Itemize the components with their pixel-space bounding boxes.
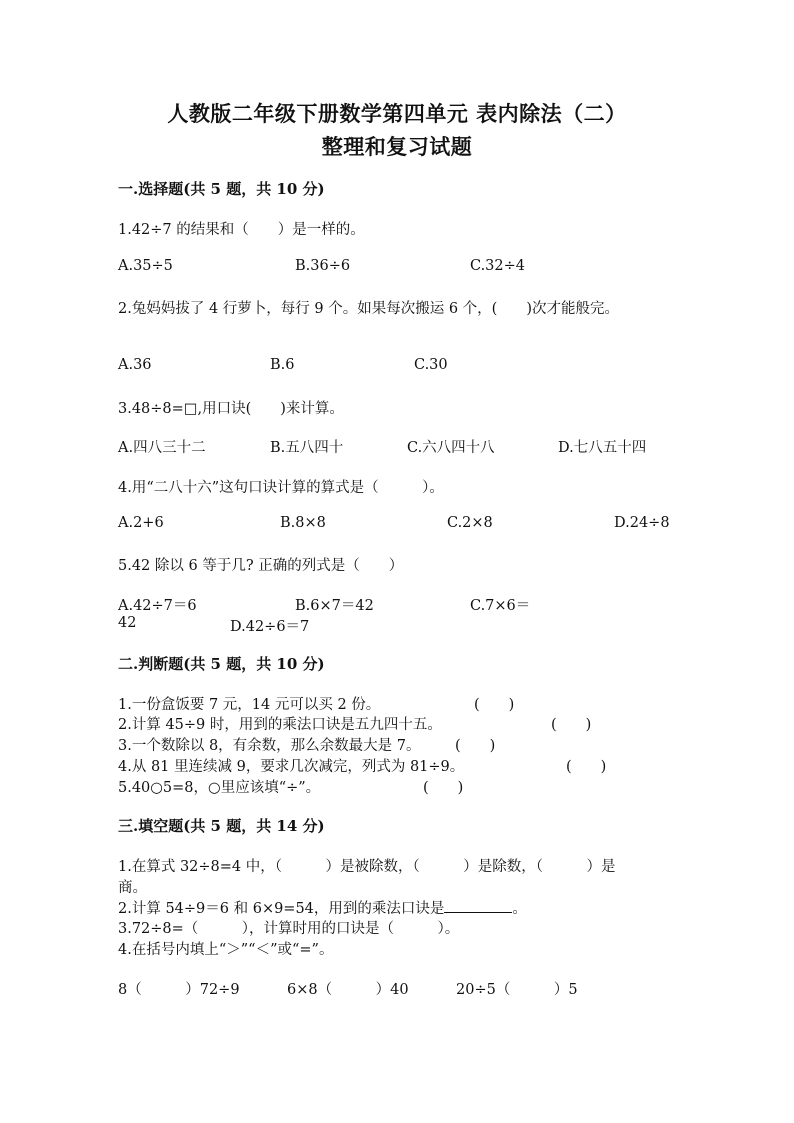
answer-paren: ( ) (551, 717, 592, 733)
page-title: 人教版二年级下册数学第四单元 表内除法（二） (167, 101, 627, 126)
option-d: D.24÷8 (614, 515, 670, 531)
fill-item-continued: 商。 (118, 880, 147, 896)
option-b: B.8×8 (280, 515, 326, 531)
option-a: A.2+6 (118, 515, 164, 531)
option-c: C.六八四十八 (407, 440, 495, 456)
compare-item: 6×8（ ）40 (287, 982, 409, 998)
judge-item: 5.40○5=8，○里应该填“÷”。 (118, 780, 321, 796)
option-d: D.42÷6＝7 (230, 619, 310, 635)
judge-item: 3.一个数除以 8，有余数，那么余数最大是 7。 (118, 738, 421, 754)
option-c: C.2×8 (447, 515, 493, 531)
question-stem: 3.48÷8=□,用口诀( )来计算。 (118, 401, 344, 417)
option-d: D.七八五十四 (558, 440, 647, 456)
option-a: A.35÷5 (118, 258, 173, 274)
option-c-continued: 42 (118, 615, 137, 631)
section-heading-judge: 二.判断题(共 5 题，共 10 分) (118, 655, 325, 673)
option-c: C.30 (414, 357, 448, 373)
question-stem: 2.兔妈妈拔了 4 行萝卜，每行 9 个。如果每次搬运 6 个，( )次才能般完。 (118, 301, 619, 317)
option-a: A.36 (118, 357, 152, 373)
question-stem: 4.用“二八十六”这句口诀计算的算式是（ ）。 (118, 480, 444, 496)
option-c: C.32÷4 (470, 258, 526, 274)
option-a: A.42÷7＝6 (118, 598, 197, 614)
option-b: B.36÷6 (295, 258, 351, 274)
option-b: B.6 (270, 357, 295, 373)
fill-item (118, 897, 527, 918)
answer-blank (444, 898, 512, 913)
fill-item: 1.在算式 32÷8=4 中，（ ）是被除数，（ ）是除数，（ ）是 (118, 859, 616, 875)
judge-item: 2.计算 45÷9 时，用到的乘法口诀是五九四十五。 (118, 717, 442, 733)
option-c: C.7×6＝ (470, 598, 531, 614)
compare-item: 8（ ）72÷9 (118, 982, 240, 998)
page-subtitle: 整理和复习试题 (321, 134, 473, 159)
answer-paren: ( ) (455, 738, 496, 754)
answer-paren: ( ) (566, 759, 607, 775)
compare-item: 20÷5（ ）5 (456, 982, 578, 998)
question-stem: 5.42 除以 6 等于几? 正确的列式是（ ） (118, 558, 404, 574)
option-a: A.四八三十二 (118, 440, 206, 456)
judge-item: 1.一份盒饭要 7 元，14 元可以买 2 份。 (118, 697, 381, 713)
question-stem: 1.42÷7 的结果和（ ）是一样的。 (118, 222, 365, 238)
option-b: B.五八四十 (270, 440, 344, 456)
option-b: B.6×7＝42 (295, 598, 374, 614)
section-heading-fill: 三.填空题(共 5 题，共 14 分) (118, 817, 325, 835)
fill-item: 3.72÷8=（ ），计算时用的口诀是（ ）。 (118, 921, 460, 937)
fill-text: 2.计算 54÷9＝6 和 6×9=54，用到的乘法口诀是 (118, 901, 445, 917)
section-heading-choice: 一.选择题(共 5 题，共 10 分) (118, 180, 325, 198)
answer-paren: ( ) (474, 697, 515, 713)
fill-item: 4.在括号内填上“＞”“＜”或“=”。 (118, 942, 334, 958)
fill-text: 。 (512, 901, 527, 917)
answer-paren: ( ) (423, 780, 464, 796)
judge-item: 4.从 81 里连续减 9，要求几次减完，列式为 81÷9。 (118, 759, 465, 775)
